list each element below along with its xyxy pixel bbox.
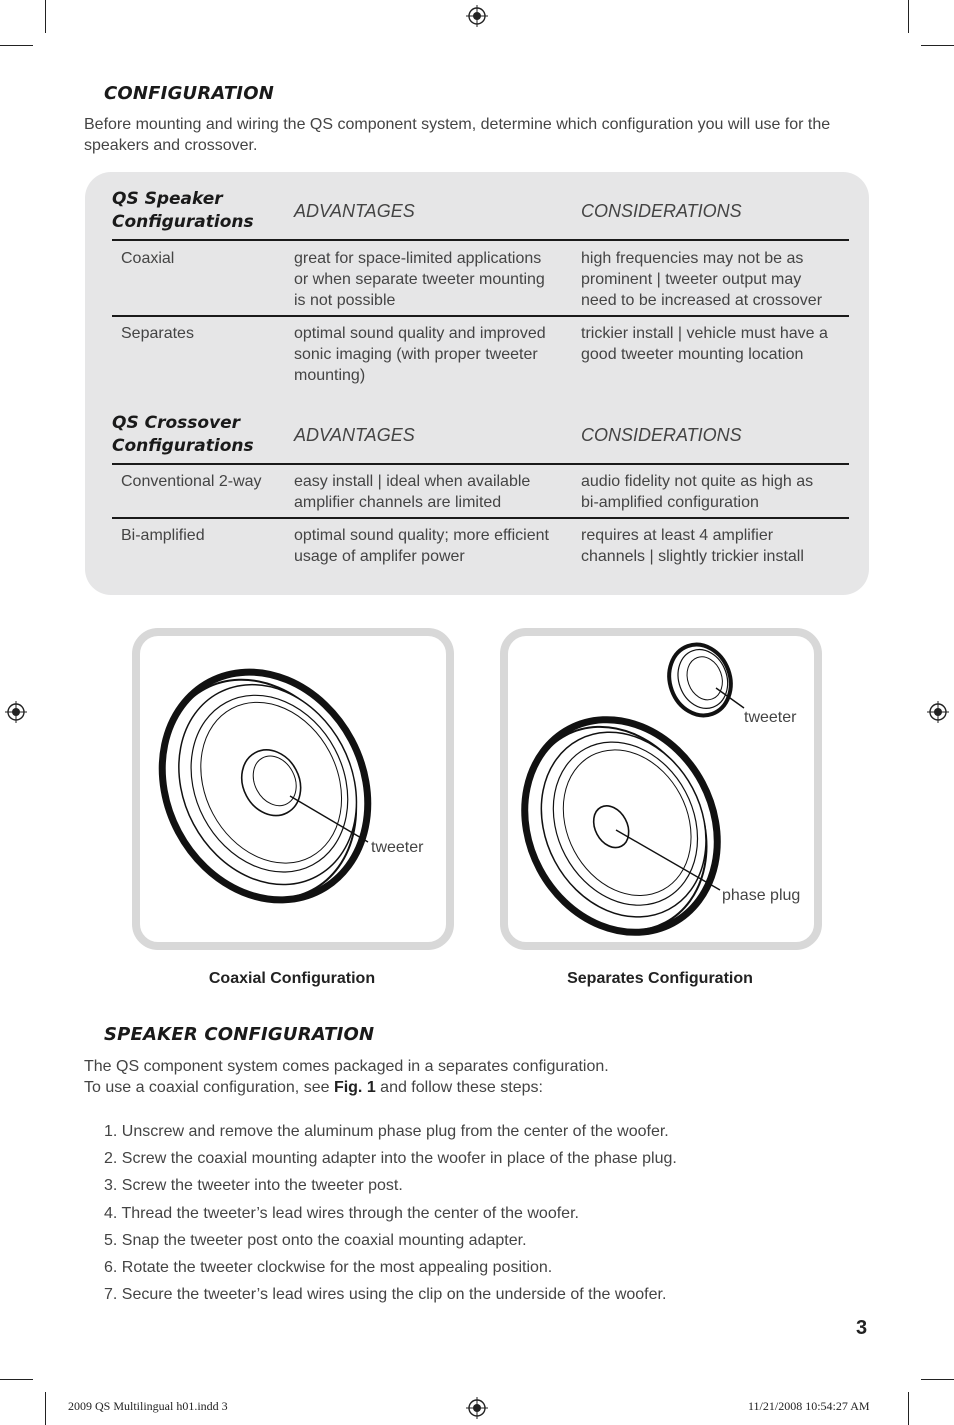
table-row-name: Coaxial bbox=[121, 250, 175, 267]
registration-mark-icon bbox=[5, 701, 27, 723]
coaxial-tweeter-callout: tweeter bbox=[371, 839, 424, 856]
speaker-table-heading: QS Speaker Configurations bbox=[112, 189, 254, 232]
coaxial-figure-caption: Coaxial Configuration bbox=[208, 970, 376, 987]
section-title-configuration: CONFIGURATION bbox=[104, 83, 274, 104]
speaker-col-considerations: CONSIDERATIONS bbox=[581, 201, 742, 221]
table-cell-considerations: requires at least 4 amplifier channels | slightly trickier install bbox=[581, 527, 804, 565]
separates-phase-plug-callout: phase plug bbox=[722, 887, 801, 904]
table-cell-advantages: optimal sound quality; more efficient usage of amplifer power bbox=[294, 527, 549, 565]
table-rule bbox=[112, 315, 849, 317]
coaxial-speaker-illustration bbox=[140, 636, 446, 942]
crop-mark bbox=[45, 1392, 46, 1425]
crop-mark bbox=[45, 0, 46, 33]
table-cell-advantages: easy install | ideal when available amplifier channels are limited bbox=[294, 473, 531, 511]
section-title-speaker-configuration: SPEAKER CONFIGURATION bbox=[104, 1024, 375, 1045]
table-rule bbox=[112, 239, 849, 241]
table-cell-advantages: optimal sound quality and improved sonic imaging (with proper tweeter mounting) bbox=[294, 325, 546, 384]
crossover-table-heading: QS Crossover Configurations bbox=[112, 413, 254, 456]
crop-mark bbox=[921, 45, 954, 46]
registration-mark-icon bbox=[927, 701, 949, 723]
list-item: 1. Unscrew and remove the aluminum phase plug from the center of the woofer. bbox=[104, 1123, 669, 1140]
speaker-col-advantages: ADVANTAGES bbox=[294, 201, 415, 221]
table-row-name: Bi-amplified bbox=[121, 527, 205, 544]
table-cell-advantages: great for space-limited applications or when separate tweeter mounting is not possible bbox=[294, 250, 545, 309]
list-item: 5. Snap the tweeter post onto the coaxial mounting adapter. bbox=[104, 1231, 527, 1249]
steps-list bbox=[104, 1122, 677, 1312]
table-cell-considerations: audio fidelity not quite as high as bi-amplified configuration bbox=[581, 473, 814, 511]
speaker-configuration-intro: The QS component system comes packaged in a separates configuration. To use a coaxial configuration, see Fig. 1 and follow these steps: bbox=[84, 1058, 609, 1096]
registration-mark-icon bbox=[466, 5, 488, 27]
table-row-name: Separates bbox=[121, 325, 194, 342]
list-item: 7. Secure the tweeter’s lead wires using the clip on the underside of the woofer. bbox=[104, 1286, 667, 1304]
separates-figure-caption: Separates Configuration bbox=[567, 970, 753, 987]
crop-mark bbox=[921, 1379, 954, 1380]
crop-mark bbox=[908, 1392, 909, 1425]
list-item: 3. Screw the tweeter into the tweeter post. bbox=[104, 1177, 403, 1195]
slug-filename: 2009 QS Multilingual h01.indd 3 bbox=[68, 1399, 228, 1413]
list-item: 6. Rotate the tweeter clockwise for the most appealing position. bbox=[104, 1258, 553, 1276]
list-item: 2. Screw the coaxial mounting adapter into the woofer in place of the phase plug. bbox=[104, 1150, 677, 1168]
crop-mark bbox=[0, 1379, 33, 1380]
table-rule bbox=[112, 517, 849, 519]
page-number: 3 bbox=[856, 1317, 868, 1339]
crossover-col-advantages: ADVANTAGES bbox=[294, 425, 415, 445]
registration-mark-icon bbox=[466, 1397, 488, 1419]
slug-timestamp: 11/21/2008 10:54:27 AM bbox=[748, 1399, 870, 1413]
table-cell-considerations: trickier install | vehicle must have a good tweeter mounting location bbox=[581, 325, 828, 363]
figure-reference: Fig. 1 bbox=[333, 1079, 376, 1096]
list-item: 4. Thread the tweeter’s lead wires through the center of the woofer. bbox=[104, 1204, 579, 1222]
crop-mark bbox=[0, 45, 33, 46]
table-row-name: Conventional 2-way bbox=[121, 473, 262, 490]
crossover-col-considerations: CONSIDERATIONS bbox=[581, 425, 742, 445]
table-cell-considerations: high frequencies may not be as prominent | tweeter output may need to be increased at crossover bbox=[581, 250, 823, 309]
crop-mark bbox=[908, 0, 909, 33]
table-rule bbox=[112, 463, 849, 465]
separates-tweeter-callout: tweeter bbox=[744, 709, 797, 726]
configuration-intro: Before mounting and wiring the QS component system, determine which configuration you will use for the speakers and crossover. bbox=[84, 116, 831, 154]
